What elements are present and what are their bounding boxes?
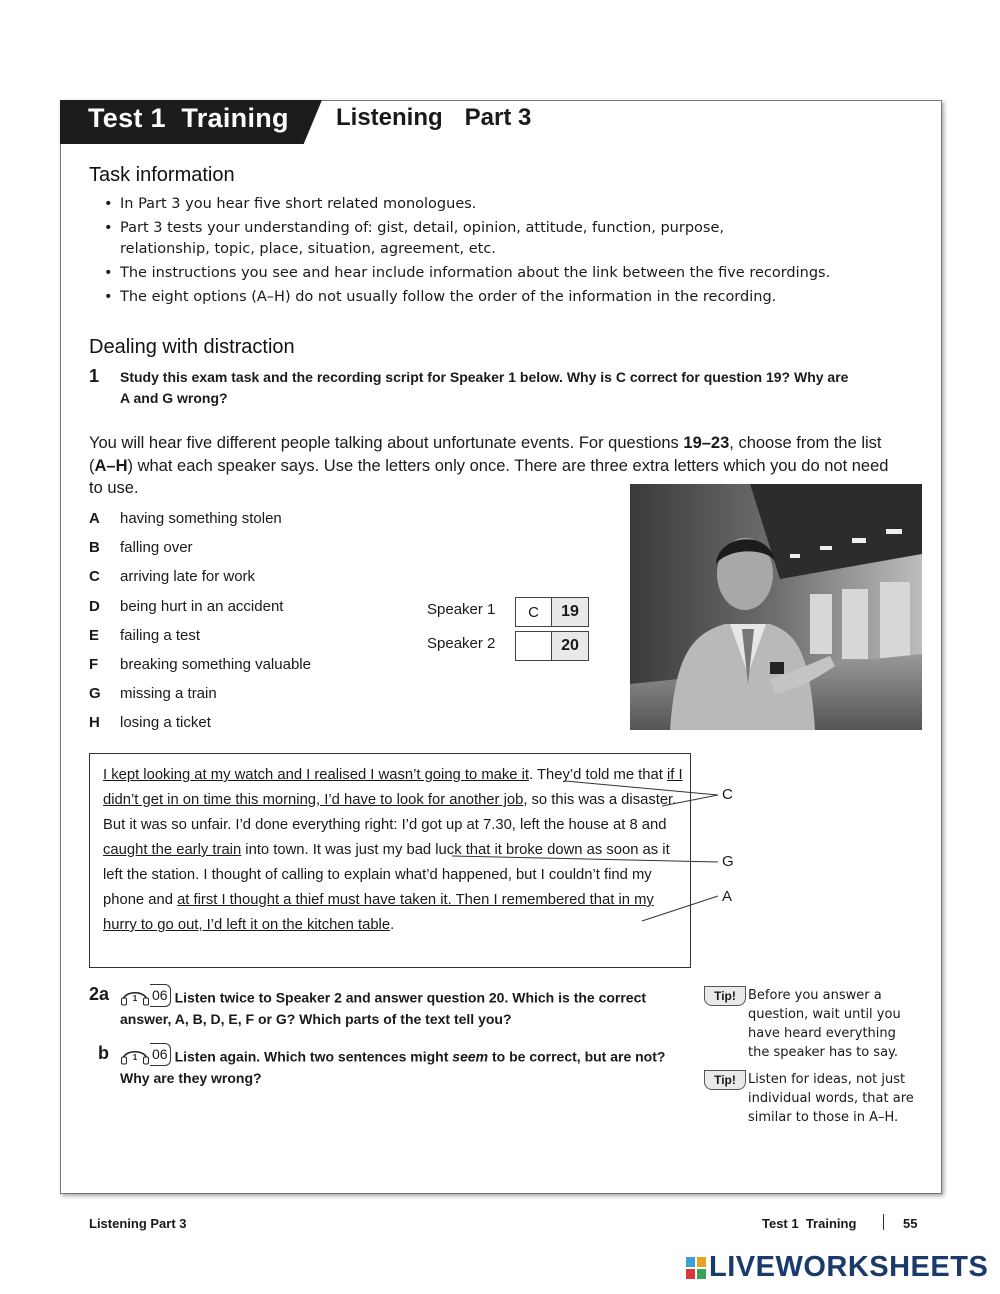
tip-tag: Tip! [704,1070,746,1090]
audio-track-number: 06 [150,984,171,1007]
instructions-range: 19–23 [683,434,730,452]
pointer-line-g [452,856,718,862]
liveworksheets-icon [686,1257,706,1279]
script-underline-c2: if I didn’t get in on time this morning, I’d have to look for another job [103,767,683,808]
question-2b-emphasis: seem [452,1048,489,1065]
pointer-line-c [662,795,718,806]
task-info-heading: Task information [89,164,235,186]
pointer-line-c [565,781,718,795]
instructions-text: You will hear five different people talking about unfortunate events. For questions [89,434,684,452]
tip-text: Before you answer a question, wait until you have heard everything the speaker has to say. [748,988,901,1060]
script-underline-g: caught the early train [103,842,242,858]
option-letter: A [89,510,100,527]
logo-square [686,1257,695,1267]
speaker-1-answer[interactable]: C [516,598,552,626]
question-1-number: 1 [89,366,100,386]
option-letter: D [89,597,100,615]
question-2b-text: to be correct, but are not? Why are they wrong? [120,1048,666,1086]
audio-track-button[interactable] [120,1043,171,1066]
speaker-2-label: Speaker 2 [427,635,496,652]
speaker-1-number: 19 [561,603,579,620]
instructions-text: , choose from the list ( [89,434,882,475]
option-text: missing a train [120,685,217,703]
question-2b-number: b [98,1043,109,1063]
option-letter: F [89,655,99,673]
audio-track-button[interactable] [120,984,171,1007]
option-text: breaking something valuable [120,655,311,673]
script-plain: . [390,917,395,933]
footer-left: Listening Part 3 [89,1216,187,1231]
liveworksheets-logo [686,1251,988,1284]
header-section: Listening [336,104,443,131]
tip-text: Listen for ideas, not just individual words, that are similar to those in A–H. [748,1072,914,1125]
script-plain: . They’d told me that [529,767,667,783]
question-2a-number: 2a [89,984,110,1004]
task-info-bullet: • Part 3 tests your understanding of: gist, detail, opinion, attitude, function, purpose, relationship, topic, place, situation, agreement, etc. [100,218,740,260]
page-number: 55 [903,1216,918,1231]
logo-square [697,1257,706,1267]
question-2b-text: Listen again. Which two sentences might [174,1048,453,1065]
question-2a [120,984,695,1030]
task-info-bullet: • The instructions you see and hear include information about the link between the five recordings. [100,263,840,284]
speaker-2-number: 20 [561,637,579,654]
logo-square [686,1269,695,1279]
option-text: losing a ticket [120,714,211,732]
instructions-text: ) what each speaker says. Use the letters only once. There are three extra letters which you do not need to use. [89,456,889,497]
header-title: Test 1 Training [88,103,289,133]
question-2b [120,1043,695,1089]
header-part: Part 3 [464,104,532,131]
script-label-g: G [722,853,734,870]
script-label-a: A [722,888,733,905]
svg-text:1: 1 [132,1052,138,1062]
option-text: arriving late for work [120,568,256,586]
option-text: having something stolen [120,510,282,527]
logo-square [697,1269,706,1279]
task-info-bullet: • The eight options (A–H) do not usually follow the order of the information in the recording. [100,287,840,308]
script-plain: into town. It was just my bad luck that it broke down as soon as it left the station. I thought of calling to explain what’d happened, but I couldn’t find my phone and [103,842,670,908]
distraction-heading: Dealing with distraction [89,336,295,358]
option-letter: H [89,714,100,732]
script-plain: , so this was a disaster. But it was so unfair. I’d done everything right: I’d got up at 7.30, left the house at 8 and [103,792,677,833]
script-underline-a: at first I thought a thief must have taken it. Then I remembered that in my hurry to go out, I’d left it on the kitchen table [103,892,654,933]
footer-divider [883,1214,884,1230]
option-letter: E [89,626,100,644]
pointer-line-a [642,896,718,921]
option-text: failing a test [120,626,201,644]
option-text: falling over [120,539,193,557]
script-label-c: C [722,786,733,803]
instructions-letters: A–H [94,456,128,475]
option-text: being hurt in an accident [120,597,284,615]
option-letter: B [89,539,100,557]
liveworksheets-text: LIVEWORKSHEETS [709,1251,989,1283]
option-letter: C [89,568,100,586]
audio-track-number: 06 [150,1043,171,1066]
question-1-text: Study this exam task and the recording script for Speaker 1 below. Why is C correct for question 19? Why are A and G wrong? [120,369,849,406]
script-underline-c: I kept looking at my watch and I realised I wasn’t going to make it [103,767,530,783]
footer-right: Test 1 Training [762,1216,857,1231]
speaker-1-label: Speaker 1 [427,601,496,618]
headphones-icon [120,986,150,1006]
question-2a-text: Listen twice to Speaker 2 and answer question 20. Which is the correct answer, A, B, D, E, F or G? Which parts of the text tell you? [120,989,647,1027]
task-info-bullet: • In Part 3 you hear five short related monologues. [100,194,840,215]
tip-tag: Tip! [704,986,746,1006]
option-letter: G [89,685,101,703]
svg-text:1: 1 [132,993,138,1003]
headphones-icon [120,1045,150,1065]
